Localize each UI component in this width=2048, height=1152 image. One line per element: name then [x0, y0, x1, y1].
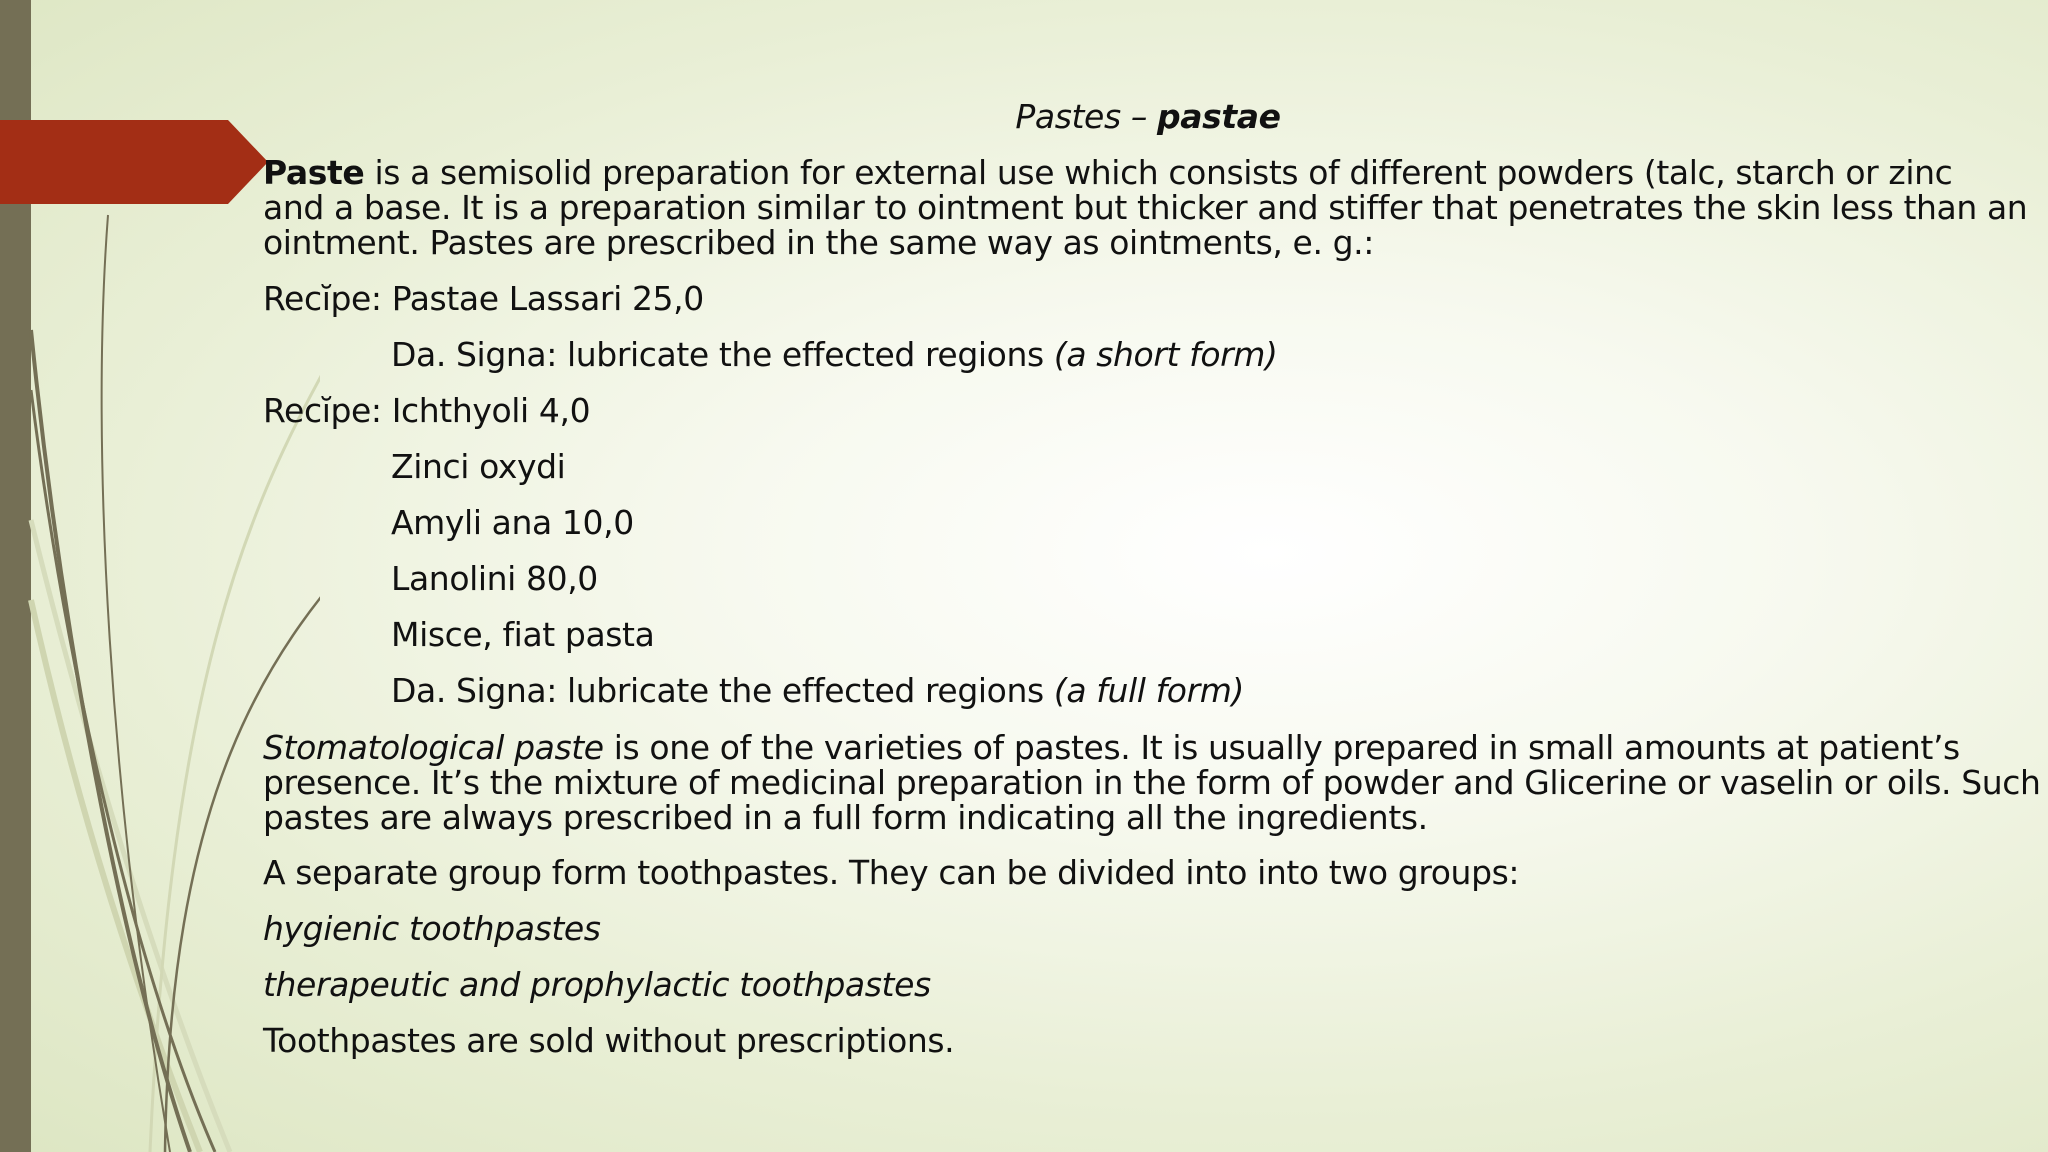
toothpaste-groups-intro: A separate group form toothpastes. They can be divided into into two groups: — [263, 853, 1520, 892]
recipe-2-line-3: Amyli ana 10,0 — [391, 503, 634, 542]
slide-title — [263, 99, 2033, 135]
recipe-2-signa — [391, 673, 1244, 709]
group-therapeutic: therapeutic and prophylactic toothpastes — [263, 965, 931, 1004]
recipe-2-note: (a full form) — [1053, 671, 1244, 710]
stomatological-text: is one of the varieties of pastes. It is usually prepared in small amounts at patient’s — [603, 728, 1960, 767]
recipe-1-note: (a short form) — [1053, 335, 1278, 374]
stomatological-line-1 — [263, 730, 1960, 766]
stomatological-term: Stomatological paste — [263, 728, 604, 767]
title-italic: Pastes – — [1015, 97, 1158, 136]
paste-definition-line-2: and a base. It is a preparation similar to ointment but thicker and stiffer that penetrates the skin less than an — [263, 188, 2028, 227]
recipe-2-signa-text: Da. Signa: lubricate the effected regions — [391, 671, 1054, 710]
stomatological-line-2: presence. It’s the mixture of medicinal preparation in the form of powder and Glicerine or vaselin or oils. Such — [263, 763, 2041, 802]
paste-definition-line-1 — [263, 155, 1952, 191]
recipe-2-line-4: Lanolini 80,0 — [391, 559, 598, 598]
recipe-1-signa — [391, 337, 1278, 373]
group-hygienic: hygienic toothpastes — [263, 909, 601, 948]
stomatological-line-3: pastes are always prescribed in a full form indicating all the ingredients. — [263, 798, 1428, 837]
recipe-2-line-5: Misce, fiat pasta — [391, 615, 655, 654]
recipe-2: Recĭpe: Ichthyoli 4,0 — [263, 391, 591, 430]
paste-definition-line-3: ointment. Pastes are prescribed in the same way as ointments, e. g.: — [263, 223, 1374, 262]
recipe-1: Recĭpe: Pastae Lassari 25,0 — [263, 279, 704, 318]
paste-term: Paste — [263, 153, 365, 192]
title-bold: pastae — [1157, 97, 1281, 136]
recipe-2-line-2: Zinci oxydi — [391, 447, 566, 486]
red-accent-arrow — [0, 0, 300, 1152]
closing-statement: Toothpastes are sold without prescriptions. — [263, 1021, 955, 1060]
paste-definition-text: is a semisolid preparation for external use which consists of different powders (talc, starch or zinc — [364, 153, 1953, 192]
recipe-1-signa-text: Da. Signa: lubricate the effected regions — [391, 335, 1054, 374]
